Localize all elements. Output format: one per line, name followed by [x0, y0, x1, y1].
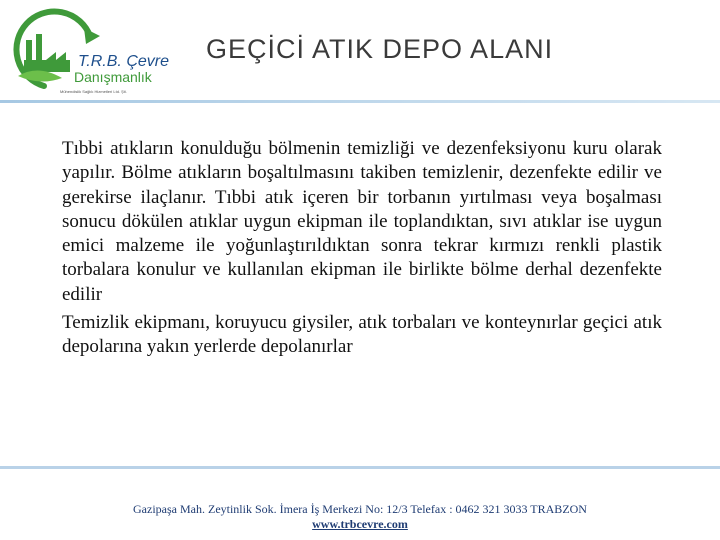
footer-divider — [0, 466, 720, 469]
factory-icon — [24, 34, 70, 72]
content-body — [62, 137, 662, 360]
company-logo — [4, 6, 174, 96]
logo-name: T.R.B. Çevre — [78, 53, 169, 70]
logo-arrow-icon — [84, 28, 100, 44]
page-title: GEÇİCİ ATIK DEPO ALANI — [206, 34, 554, 64]
paragraph-1: Tıbbi atıkların konulduğu bölmenin temizliği ve dezenfeksiyonu kuru olarak yapılır. Bölme atıkların boşaltılmasını takiben temizlenir, dezenfekte edilir ve gerekirse ilaçlanır. Tıbbi atık içeren bir torbanın yırtılması veya boşalması sonucu dökülen atıklar uygun ekipman ile toplandıktan, sıvı atıklar ise uygun emici malzeme ile yoğunlaştırıldıktan sonra tekrar kırmızı renkli plastik torbalara konulur ve kullanılan ekipman ile birlikte bölme derhal dezenfekte edilir — [62, 138, 662, 305]
footer — [0, 502, 720, 532]
footer-address: Gazipaşa Mah. Zeytinlik Sok. İmera İş Merkezi No: 12/3 Telefax : 0462 321 3033 TRABZON — [133, 502, 587, 516]
paragraph-2: Temizlik ekipmanı, koruyucu giysiler, atık torbaları ve konteynırlar geçici atık depolarına yakın yerlerde depolanırlar — [62, 312, 662, 358]
logo-subname: Danışmanlık — [74, 69, 152, 85]
header-divider — [0, 100, 720, 103]
website-link[interactable]: www.trbcevre.com — [312, 517, 408, 531]
logo-tagline: Mühendislik Sağlık Hizmetleri Ltd. Şti. — [60, 89, 127, 94]
